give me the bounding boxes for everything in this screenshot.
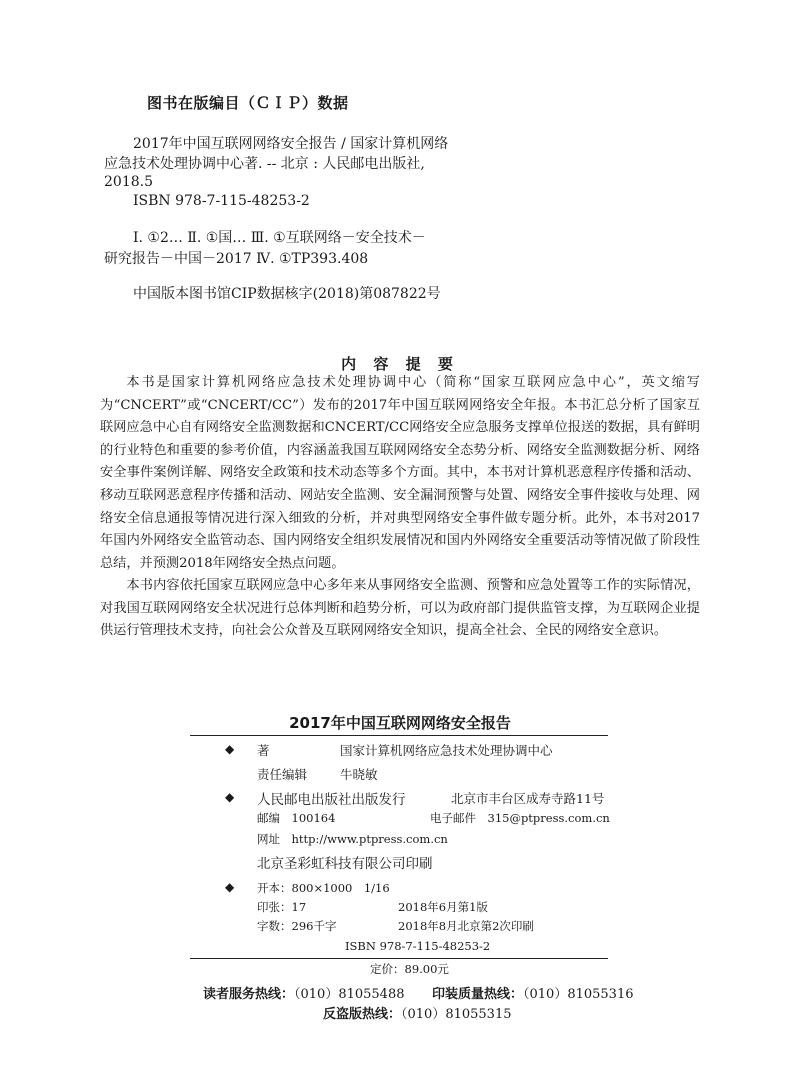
cip-line: 2018.5 (104, 174, 153, 190)
piracy-hotline-label: 反盗版热线： (323, 1007, 402, 1022)
publisher: 人民邮电出版社出版发行 (257, 792, 406, 808)
publisher-address: 北京市丰台区成寿寺路11号 (451, 791, 605, 806)
print-sheets: 印张：17 (257, 900, 307, 914)
divider (190, 735, 608, 736)
editor-label: 责任编辑 (257, 767, 308, 782)
email: 电子邮件 315@ptpress.com.cn (430, 811, 610, 825)
cip-line: 应急技术处理协调中心著. -- 北京 : 人民邮电出版社, (104, 156, 425, 172)
piracy-hotline-number: （010）81055315 (401, 1007, 512, 1022)
word-count: 字数：296千字 (257, 919, 337, 933)
price: 定价：89.00元 (370, 962, 449, 976)
summary-heading: 内 容 提 要 (341, 355, 459, 373)
cip-isbn: ISBN 978-7-115-48253-2 (133, 193, 310, 209)
summary-paragraph-text: 本书是国家计算机网络应急技术处理协调中心（简称“国家互联网应急中心”，英文缩写为“CNCERT”或“CNCERT/CC”）发布的2017年中国互联网网络安全年报。本书汇总分析了国家互联网应急中心自有网络安全监测数据和CNCERT/CC网络安全应急服务支撑单位报送的数据，具有鲜明的行业特色和重要的参考价值，内容涵盖我国互联网网络安全态势分析、网络安全监测数据分析、网络安全事件案例详解、网络安全政策和技术动态等多个方面。其中，本书对计算机恶意程序传播和活动、移动互联网恶意程序传播和活动、网站安全监测、安全漏洞预警与处置、网络安全事件接收与处理、网络安全信息通报等情况进行深入细致的分析，并对典型网络安全事件做专题分析。此外，本书对2017年国内外网络安全监管动态、国内网络安全组织发展情况和国内外网络安全重要活动等情况做了阶段性总结，并预测2018年网络安全热点问题。 (100, 375, 700, 571)
editor: 牛晓敏 (340, 767, 378, 782)
printer: 北京圣彩虹科技有限公司印刷 (257, 856, 433, 872)
isbn: ISBN 978-7-115-48253-2 (345, 939, 491, 953)
bullet-icon: ◆ (225, 742, 235, 756)
summary-paragraph (100, 575, 700, 643)
format: 开本：800×1000 1/16 (257, 881, 390, 895)
bullet-icon: ◆ (225, 790, 235, 804)
cip-line: 研究报告－中国－2017 Ⅳ. ①TP393.408 (104, 251, 369, 267)
postcode: 邮编 100164 (257, 811, 336, 825)
author-label: 著 (257, 743, 270, 758)
cip-catalog-number: 中国版本图书馆CIP数据核字(2018)第087822号 (133, 286, 441, 302)
quality-hotline-label: 印装质量热线： (432, 987, 524, 1002)
author: 国家计算机网络应急技术处理协调中心 (340, 743, 553, 758)
cip-line: 2017年中国互联网网络安全报告 / 国家计算机网络 (133, 136, 449, 152)
summary-paragraph (100, 372, 700, 575)
printing: 2018年8月北京第2次印刷 (398, 919, 534, 933)
bullet-icon: ◆ (225, 880, 235, 894)
edition: 2018年6月第1版 (398, 900, 488, 914)
summary-paragraph-text: 本书内容依托国家互联网应急中心多年来从事网络安全监测、预警和应急处置等工作的实际情况，对我国互联网网络安全状况进行总体判断和趋势分析，可以为政府部门提供监管支撑，为互联网企业提供运行管理技术支持，向社会公众普及互联网网络安全知识，提高全社会、全民的网络安全意识。 (100, 578, 700, 639)
quality-hotline-number: （010）81055316 (523, 987, 634, 1002)
divider (190, 958, 608, 959)
reader-hotline-label: 读者服务热线： (203, 987, 295, 1002)
reader-hotline (203, 983, 405, 1002)
website: 网址 http://www.ptpress.com.cn (257, 832, 448, 846)
quality-hotline (432, 983, 634, 1002)
cip-line: Ⅰ. ①2… Ⅱ. ①国… Ⅲ. ①互联网络－安全技术－ (133, 230, 426, 246)
reader-hotline-number: （010）81055488 (294, 987, 405, 1002)
colophon-title: 2017年中国互联网网络安全报告 (289, 714, 511, 732)
piracy-hotline (323, 1003, 512, 1022)
cip-heading: 图书在版编目（ＣＩＰ）数据 (147, 94, 349, 112)
